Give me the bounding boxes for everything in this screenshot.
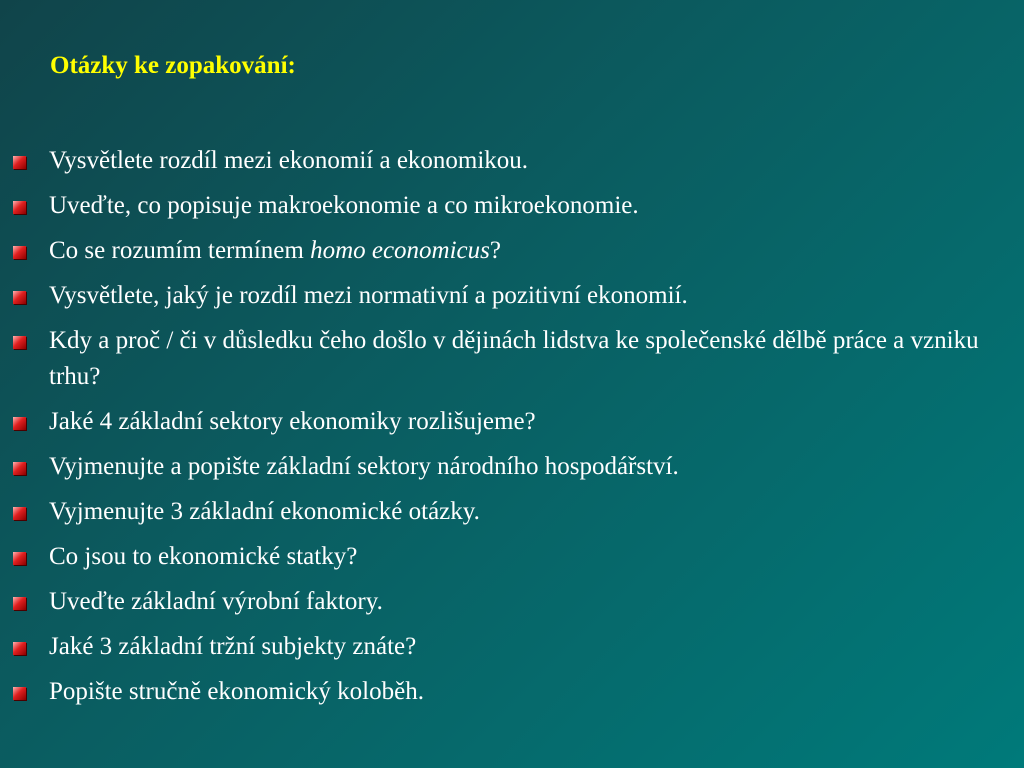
item-text: Jaké 4 základní sektory ekonomiky rozlišujeme?: [49, 408, 536, 435]
list-item: [0, 584, 1000, 620]
square-bullet-icon: [13, 201, 26, 214]
square-bullet-icon: [13, 507, 26, 520]
list-item: [0, 188, 1000, 224]
square-bullet-icon: [13, 462, 26, 475]
item-text-suffix: ?: [489, 237, 501, 264]
list-item: [0, 629, 1000, 665]
item-text: Vyjmenujte a popište základní sektory národního hospodářství.: [49, 453, 679, 480]
item-text: Vysvětlete, jaký je rozdíl mezi normativní a pozitivní ekonomií.: [49, 282, 688, 309]
list-item: [0, 143, 1000, 179]
list-item: [0, 539, 1000, 575]
item-text: Uveďte základní výrobní faktory.: [49, 588, 383, 615]
slide-heading: Otázky ke zopakování:: [50, 52, 296, 79]
square-bullet-icon: [13, 246, 26, 259]
square-bullet-icon: [13, 552, 26, 565]
square-bullet-icon: [13, 156, 26, 169]
item-text: Co jsou to ekonomické statky?: [49, 543, 358, 570]
list-item: [0, 449, 1000, 485]
item-text: Vysvětlete rozdíl mezi ekonomií a ekonomikou.: [49, 147, 529, 174]
item-text: Vyjmenujte 3 základní ekonomické otázky.: [49, 498, 480, 525]
list-item: [0, 494, 1000, 530]
square-bullet-icon: [13, 336, 26, 349]
square-bullet-icon: [13, 597, 26, 610]
list-item: [0, 278, 1000, 314]
list-item: [0, 323, 1000, 395]
item-text: Kdy a proč / či v důsledku čeho došlo v dějinách lidstva ke společenské dělbě práce a vzniku trhu?: [49, 327, 979, 390]
square-bullet-icon: [13, 687, 26, 700]
question-list: [0, 143, 1000, 719]
item-text: Popište stručně ekonomický koloběh.: [49, 678, 424, 705]
item-text: Uveďte, co popisuje makroekonomie a co mikroekonomie.: [49, 192, 639, 219]
item-text-prefix: Co se rozumím termínem: [49, 237, 311, 264]
item-text-italic: homo economicus: [310, 237, 490, 264]
square-bullet-icon: [13, 417, 26, 430]
list-item: [0, 674, 1000, 710]
square-bullet-icon: [13, 642, 26, 655]
item-text: Jaké 3 základní tržní subjekty znáte?: [49, 633, 417, 660]
square-bullet-icon: [13, 291, 26, 304]
list-item: [0, 404, 1000, 440]
list-item: [0, 233, 1000, 269]
